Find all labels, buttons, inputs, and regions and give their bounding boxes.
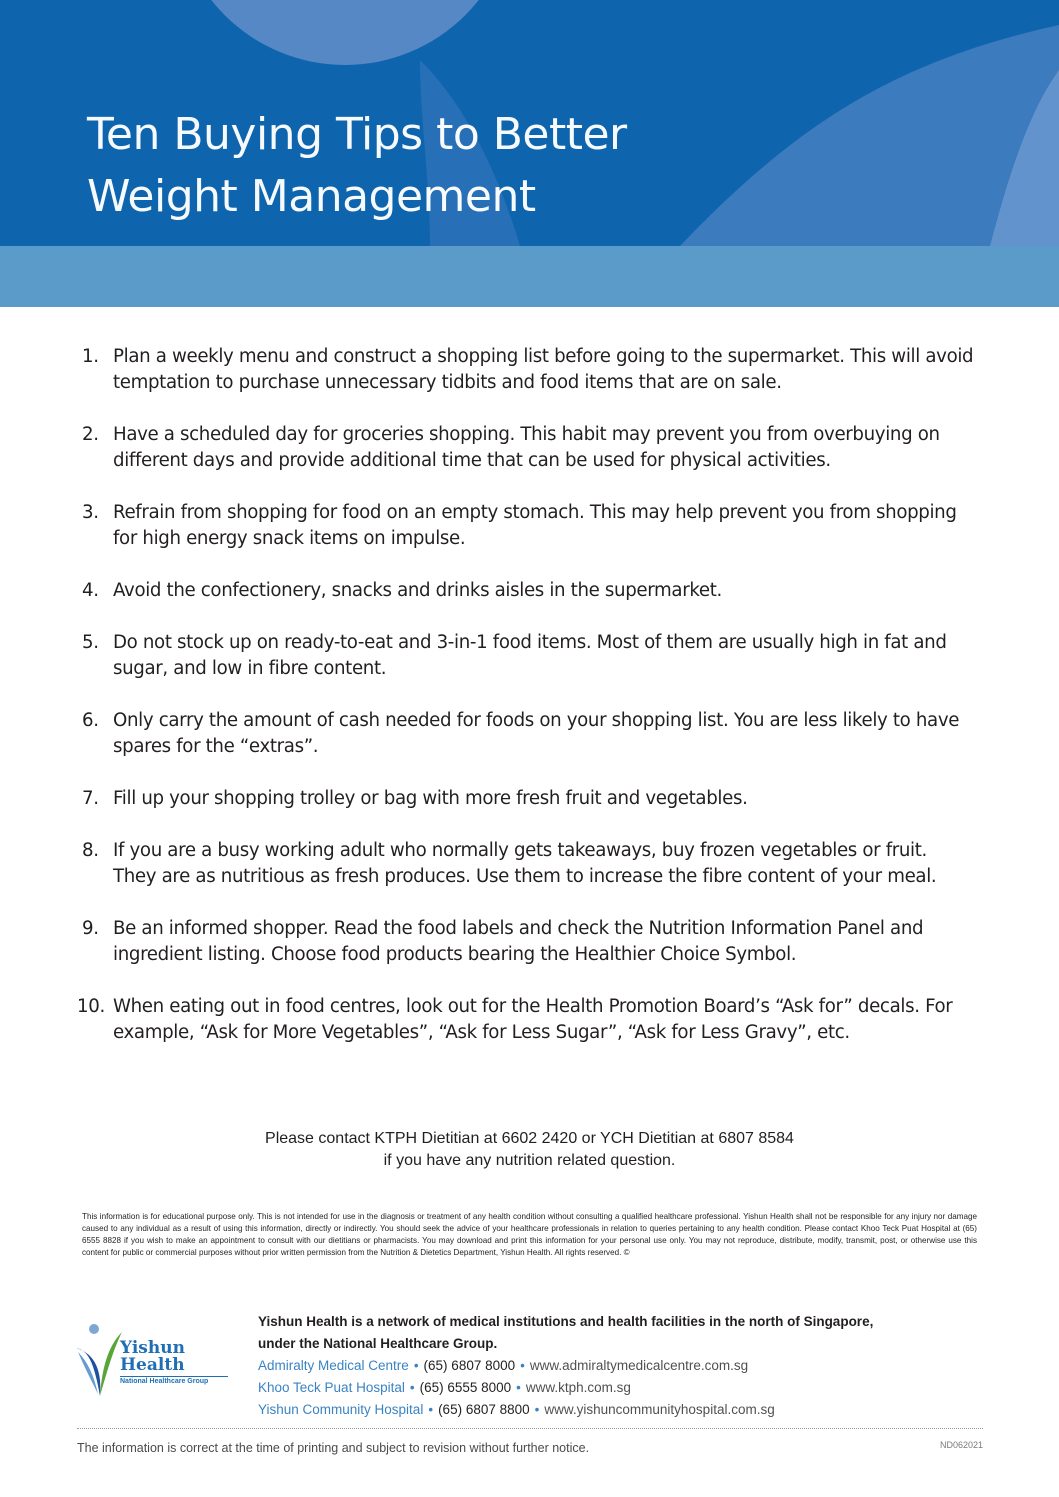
- tip-number: 5.: [82, 632, 99, 653]
- institution-row: [258, 1399, 978, 1421]
- tip-number: 10.: [77, 996, 105, 1017]
- logo-name-line1: Yishun: [120, 1338, 185, 1358]
- tip-number: 1.: [82, 346, 99, 367]
- page-title: [87, 104, 627, 228]
- separator-dot: •: [409, 1380, 415, 1395]
- tip-item: [80, 344, 975, 396]
- institution-phone: (65) 6807 8000: [423, 1358, 516, 1373]
- institution-name: Yishun Community Hospital: [258, 1402, 424, 1417]
- institution-url[interactable]: www.yishuncommunityhospital.com.sg: [544, 1402, 775, 1417]
- footer-divider: [77, 1428, 983, 1429]
- logo-rule: [120, 1376, 228, 1377]
- tip-number: 8.: [82, 840, 99, 861]
- tip-text: Refrain from shopping for food on an empty stomach. This may help prevent you from shopping for high energy snack items on impulse.: [113, 502, 957, 549]
- tip-number: 4.: [82, 580, 99, 601]
- institution-name: Admiralty Medical Centre: [258, 1358, 409, 1373]
- document-code: ND062021: [939, 1440, 983, 1450]
- separator-dot: •: [428, 1402, 434, 1417]
- tip-item: [80, 708, 975, 760]
- separator-dot: •: [534, 1402, 540, 1417]
- separator-dot: •: [520, 1358, 525, 1373]
- tip-text: Fill up your shopping trolley or bag with more fresh fruit and vegetables.: [113, 788, 748, 809]
- tip-text: Only carry the amount of cash needed for foods on your shopping list. You are less likely to have spares for the “extras”.: [113, 710, 960, 757]
- institution-name: Khoo Teck Puat Hospital: [258, 1380, 405, 1395]
- network-info: [258, 1311, 978, 1421]
- tip-text: Do not stock up on ready-to-eat and 3-in-1 food items. Most of them are usually high in fat and sugar, and low in fibre content.: [113, 632, 947, 679]
- tip-text: Plan a weekly menu and construct a shopping list before going to the supermarket. This will avoid temptation to purchase unnecessary tidbits and food items that are on sale.: [113, 346, 974, 393]
- network-description: [258, 1311, 978, 1355]
- tip-item: [80, 916, 975, 968]
- institution-row: [258, 1377, 978, 1399]
- footer-note: The information is correct at the time of printing and subject to revision without further notice.: [77, 1441, 590, 1455]
- tip-item: [80, 500, 975, 552]
- contact-line1: Please contact KTPH Dietitian at 6602 2420 or YCH Dietitian at 6807 8584: [265, 1130, 794, 1147]
- tip-item: [80, 838, 975, 890]
- tip-number: 2.: [82, 424, 99, 445]
- header-band: [0, 246, 1059, 307]
- contact-note: [0, 1128, 1059, 1172]
- tip-number: 3.: [82, 502, 99, 523]
- tip-text: Avoid the confectionery, snacks and drinks aisles in the supermarket.: [113, 580, 722, 601]
- tip-text: Be an informed shopper. Read the food labels and check the Nutrition Information Panel and ingredient listing. Choose food products bearing the Healthier Choice Symbol.: [113, 918, 924, 965]
- tip-item: [80, 630, 975, 682]
- tip-item: [80, 786, 975, 812]
- contact-line2: if you have any nutrition related question.: [383, 1152, 676, 1169]
- institution-phone: (65) 6807 8800: [438, 1402, 530, 1417]
- tips-list: [77, 344, 975, 1046]
- network-desc-line1: Yishun Health is a network of medical institutions and health facilities in the north of Singapore,: [258, 1314, 874, 1329]
- institution-phone: (65) 6555 8000: [419, 1380, 512, 1395]
- separator-dot: •: [516, 1380, 521, 1395]
- separator-dot: •: [413, 1358, 419, 1373]
- logo-subtitle: National Healthcare Group: [120, 1378, 209, 1385]
- tip-number: 7.: [82, 788, 99, 809]
- header-banner: [0, 0, 1059, 246]
- tip-item: [80, 422, 975, 474]
- network-desc-line2: under the National Healthcare Group.: [258, 1336, 498, 1351]
- institution-url[interactable]: www.ktph.com.sg: [525, 1380, 631, 1395]
- page-title-line1: Ten Buying Tips to Better: [87, 109, 627, 160]
- institution-row: [258, 1355, 978, 1377]
- tip-text: If you are a busy working adult who normally gets takeaways, buy frozen vegetables or fruit. They are as nutritious as fresh produces. Use them to increase the fibre content of your meal.: [113, 840, 937, 887]
- tip-number: 9.: [82, 918, 99, 939]
- disclaimer: This information is for educational purpose only. This is not intended for use in the diagnosis or treatment of any health condition without consulting a qualified healthcare professional. Yishun Health shall not be responsible for any injury nor damage caused to any individual as a result of using this information, directly or indirectly. You should seek the advice of your healthcare professionals in relation to queries pertaining to any health condition. Please contact Khoo Teck Puat Hospital at (65) 6555 8828 if you wish to make an appointment to consult with our dietitians or pharmacists. You may download and print this information for your personal use only. You may not reproduce, distribute, modify, transmit, post, or otherwise use this content for public or commercial purposes without prior written permission from the Nutrition & Dietetics Department, Yishun Health. All rights reserved. ©: [82, 1212, 977, 1257]
- page-title-line2: Weight Management: [87, 171, 536, 222]
- tip-text: Have a scheduled day for groceries shopping. This habit may prevent you from overbuying on different days and provide additional time that can be used for physical activities.: [113, 424, 940, 471]
- logo-wordmark: [120, 1340, 185, 1374]
- tip-item: [77, 994, 975, 1046]
- header-circle-shape: [175, 0, 515, 65]
- yishun-health-logo: [74, 1322, 234, 1402]
- tip-number: 6.: [82, 710, 99, 731]
- tip-text: When eating out in food centres, look out for the Health Promotion Board’s “Ask for” decals. For example, “Ask for More Vegetables”, “Ask for Less Sugar”, “Ask for Less Gravy”, etc.: [113, 996, 953, 1043]
- logo-name-line2: Health: [120, 1355, 185, 1375]
- logo-figure-icon: [74, 1322, 122, 1400]
- institution-url[interactable]: www.admiraltymedicalcentre.com.sg: [529, 1358, 749, 1373]
- tip-item: [80, 578, 975, 604]
